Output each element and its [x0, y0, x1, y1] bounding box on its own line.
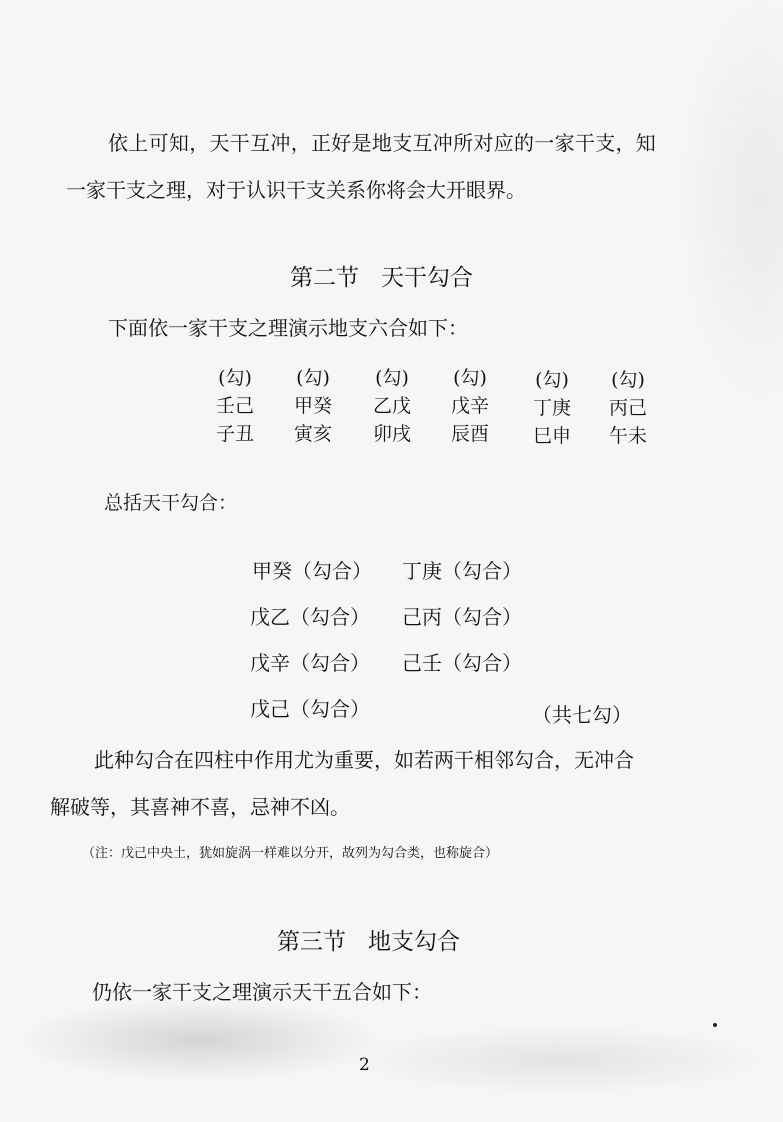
pair-column [522, 366, 582, 450]
paragraph-line: 解破等，其喜神不喜，忌神不凶。 [50, 795, 350, 819]
pair-left: 甲癸（勾合） [252, 559, 372, 583]
section-title: 天干勾合 [381, 265, 473, 291]
gou-mark: (勾) [375, 367, 409, 389]
section-heading [277, 931, 460, 954]
stem-pair: 壬己 [215, 395, 254, 417]
section-heading [290, 267, 473, 290]
branch-pair: 辰酉 [450, 423, 489, 445]
pair-left: 戊己（勾合） [250, 697, 370, 721]
pair-count: （共七勾） [532, 703, 632, 727]
stem-pair: 戊辛 [450, 395, 489, 417]
branch-pair: 寅亥 [293, 423, 332, 445]
branch-pair: 卯戌 [372, 423, 411, 445]
section-number: 第三节 [277, 929, 346, 955]
summary-label: 总括天干勾合： [104, 492, 238, 514]
gou-mark: (勾) [453, 367, 487, 389]
stem-pair: 丁庚 [532, 397, 571, 419]
branch-pair: 午未 [608, 425, 647, 447]
stem-pair: 乙戊 [372, 395, 411, 417]
paragraph-line: 一家干支之理，对于认识干支关系你将会大开眼界。 [66, 178, 526, 202]
paragraph-line: 此种勾合在四柱中作用尤为重要，如若两干相邻勾合，无冲合 [94, 748, 634, 772]
stem-pair: 甲癸 [293, 395, 332, 417]
pair-right: 己壬（勾合） [402, 651, 522, 675]
branch-pair: 巳申 [532, 425, 571, 447]
section-intro: 仍依一家干支之理演示天干五合如下： [92, 980, 432, 1004]
section-title: 地支勾合 [368, 929, 460, 955]
pair-left: 戊辛（勾合） [250, 651, 370, 675]
pair-column [362, 364, 422, 448]
pair-right: 己丙（勾合） [402, 605, 522, 629]
section-number: 第二节 [290, 265, 359, 291]
page-number: 2 [359, 1055, 370, 1075]
ink-speck [713, 1023, 717, 1027]
pair-left: 戊乙（勾合） [250, 605, 370, 629]
branch-pair: 子丑 [215, 423, 254, 445]
pair-column [440, 364, 500, 448]
gou-mark: (勾) [535, 369, 569, 391]
pair-column [283, 364, 343, 448]
gou-mark: (勾) [218, 367, 252, 389]
footnote: （注：戊己中央土，犹如旋涡一样难以分开，故列为勾合类，也称旋合） [82, 846, 499, 861]
section-intro: 下面依一家干支之理演示地支六合如下： [108, 316, 468, 340]
gou-mark: (勾) [611, 369, 645, 391]
pair-right: 丁庚（勾合） [402, 559, 522, 583]
gou-mark: (勾) [296, 367, 330, 389]
pair-column [205, 364, 265, 448]
stem-pair: 丙己 [608, 397, 647, 419]
paragraph-line: 依上可知，天干互冲，正好是地支互冲所对应的一家干支，知 [108, 131, 657, 155]
pair-column [598, 366, 658, 450]
